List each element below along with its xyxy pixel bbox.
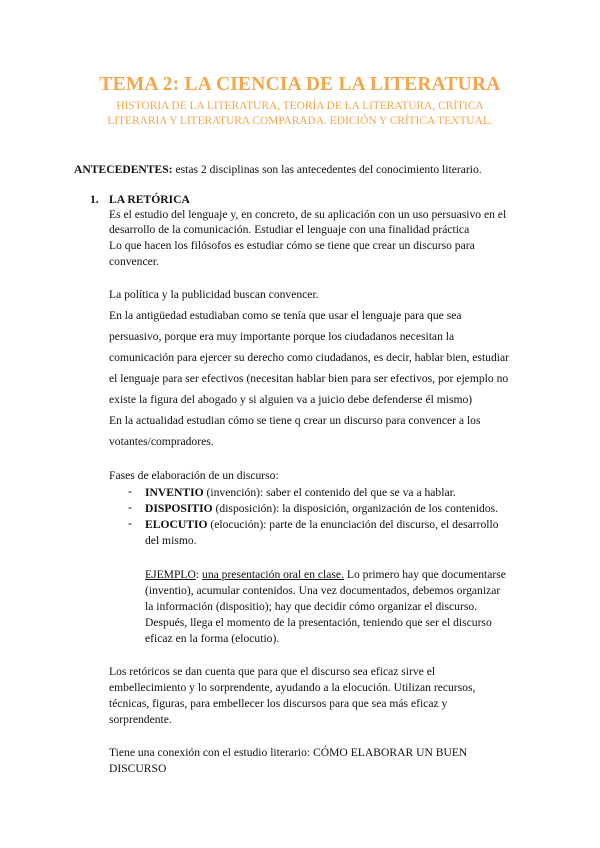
phase-desc: (elocución): parte de la enunciación del discurso, el desarrollo — [207, 518, 499, 531]
example-line-3: la información (dispositio); hay que decidir cómo organizar el discurso. — [145, 600, 478, 613]
antiquity-line-4: el lenguaje para ser efectivos (necesitan hablar bien para ser efectivos, por ejemplo no — [109, 372, 509, 385]
example-topic: una presentación oral en clase. — [202, 568, 344, 581]
rhetoricians-line-2: embellecimiento y lo sorprendente, ayudando a la elocución. Utilizan recursos, — [109, 681, 476, 694]
section-heading: LA RETÓRICA — [109, 193, 190, 206]
antiquity-line-1: En la antigüedad estudiaban como se tenía que usar el lenguaje para que sea — [109, 309, 462, 322]
example-colon: : — [195, 568, 203, 581]
subtitle-line-1: HISTORIA DE LA LITERATURA, TEORÍA DE LA LITERATURA, CRÍTICA — [116, 100, 484, 112]
phase-inventio — [145, 485, 456, 500]
phase-term: INVENTIO — [145, 486, 204, 499]
document-title: TEMA 2: LA CIENCIA DE LA LITERATURA — [99, 74, 501, 95]
phase-elocutio-cont: del mismo. — [145, 534, 197, 547]
example-label: EJEMPLO — [145, 568, 196, 581]
intro-line-4: convencer. — [109, 255, 159, 268]
rhetoricians-line-1: Los retóricos se dan cuenta que para que el discurso sea eficaz sirve el — [109, 665, 436, 678]
phase-elocutio — [145, 517, 499, 532]
antecedentes-paragraph — [74, 162, 482, 177]
today-line-2: votantes/compradores. — [109, 435, 214, 448]
phase-term: DISPOSITIO — [145, 502, 213, 515]
antiquity-line-3: comunicación para ejercer su derecho como ciudadanos, es decir, hablar bien, estudiar — [109, 351, 509, 364]
antiquity-line-2: persuasivo, porque era muy importante porque los ciudadanos necesitan la — [109, 330, 455, 343]
bullet-dash: - — [128, 501, 132, 514]
intro-line-2: desarrollo de la comunicación. Estudiar el lenguaje con una finalidad práctica — [109, 223, 470, 236]
connection-line-1: Tiene una conexión con el estudio literario: CÓMO ELABORAR UN BUEN — [109, 746, 468, 759]
example-line-4: Después, llega el momento de la presentación, teniendo que ser el discurso — [145, 616, 492, 629]
phases-intro: Fases de elaboración de un discurso: — [109, 469, 279, 482]
subtitle-line-2: LITERARIA Y LITERATURA COMPARADA. EDICIÓN Y CRÍTICA TEXTUAL. — [107, 115, 493, 127]
rhetoricians-line-3: técnicas, figuras, para embellecer los discursos para que sea más eficaz y — [109, 697, 448, 710]
phase-dispositio — [145, 501, 498, 516]
antecedentes-label: ANTECEDENTES: — [74, 163, 173, 176]
example-rest: Lo primero hay que documentarse — [343, 568, 506, 581]
phase-desc: (invención): saber el contenido del que se va a hablar. — [203, 486, 456, 499]
connection-line-2: DISCURSO — [109, 762, 167, 775]
politics-line: La política y la publicidad buscan convencer. — [109, 288, 319, 301]
antecedentes-text: estas 2 disciplinas son las antecedentes del conocimiento literario. — [172, 163, 482, 176]
phase-desc: (disposición): la disposición, organización de los contenidos. — [212, 502, 499, 515]
example-line-1 — [145, 567, 506, 582]
phase-term: ELOCUTIO — [145, 518, 208, 531]
document-subtitle — [0, 99, 600, 129]
section-number: 1. — [90, 193, 99, 206]
bullet-dash: - — [128, 517, 132, 530]
intro-line-3: Lo que hacen los filósofos es estudiar cómo se tiene que crear un discurso para — [109, 239, 475, 252]
today-line-1: En la actualidad estudian cómo se tiene q crear un discurso para convencer a los — [109, 414, 481, 427]
example-line-5: eficaz en la forma (elocutio). — [145, 632, 280, 645]
example-line-2: (inventio), acumular contenidos. Una vez documentados, debemos organizar — [145, 584, 501, 597]
intro-line-1: Es el estudio del lenguaje y, en concreto, de su aplicación con un uso persuasivo en el — [109, 208, 507, 221]
antiquity-line-5: existe la figura del abogado y si alguien va a juicio debe defenderse él mismo) — [109, 393, 473, 406]
bullet-dash: - — [128, 485, 132, 498]
rhetoricians-line-4: sorprendente. — [109, 713, 172, 726]
